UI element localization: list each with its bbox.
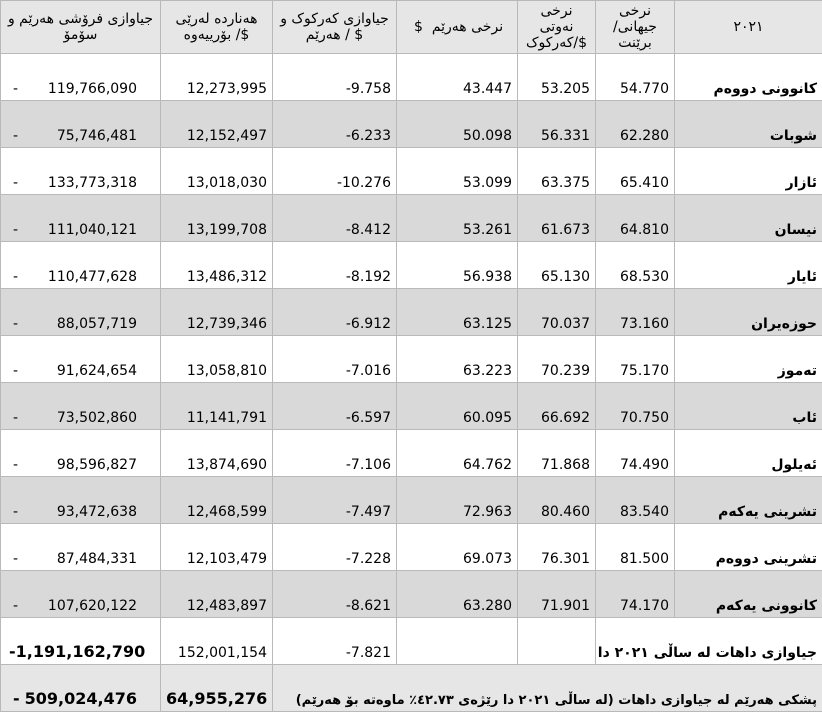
kirkuk-price-cell: 66.692: [518, 383, 596, 430]
brent-price-cell: 75.170: [596, 336, 675, 383]
table-row: [1, 336, 822, 383]
sales-diff-value: 110,477,628: [48, 269, 155, 285]
total-empty-2: [518, 618, 596, 665]
sales-diff-cell: [1, 54, 161, 101]
sales-diff-value: 93,472,638: [57, 504, 155, 520]
header-kirkuk-diff: جیاوازی کەرکوک و هەرێم / $: [273, 1, 397, 54]
brent-price-cell: 62.280: [596, 101, 675, 148]
sales-diff-value: 133,773,318: [48, 175, 155, 191]
header-krg-price: [397, 1, 518, 54]
total-sales-diff: -1,191,162,790: [1, 618, 161, 665]
table-row: [1, 54, 822, 101]
sales-diff-value: 119,766,090: [48, 81, 155, 97]
header-row: [1, 1, 822, 54]
share-dash: -: [6, 689, 20, 708]
dash-mark: -: [6, 410, 18, 426]
sales-diff-value: 98,596,827: [57, 457, 155, 473]
share-sales: [1, 665, 161, 712]
month-cell: تشرینی دووەم: [675, 524, 822, 571]
kirkuk-diff-cell: -7.016: [273, 336, 397, 383]
month-cell: ئاب: [675, 383, 822, 430]
month-cell: ئایار: [675, 242, 822, 289]
dash-mark: -: [6, 128, 18, 144]
sales-diff-value: 75,746,481: [57, 128, 155, 144]
sales-diff-cell: [1, 289, 161, 336]
brent-price-cell: 70.750: [596, 383, 675, 430]
dash-mark: -: [6, 551, 18, 567]
table-row: [1, 571, 822, 618]
sales-diff-cell: [1, 195, 161, 242]
share-row: [1, 665, 822, 712]
kirkuk-price-cell: 70.239: [518, 336, 596, 383]
header-krg-currency: $: [402, 19, 423, 35]
table-row: [1, 195, 822, 242]
krg-price-cell: 72.963: [397, 477, 518, 524]
month-cell: ئەیلول: [675, 430, 822, 477]
dash-mark: -: [6, 316, 18, 332]
kirkuk-price-cell: 56.331: [518, 101, 596, 148]
share-label: پشکی هەرێم لە جیاوازی داهات (لە ساڵی ٢٠٢١ دا رێژەی ٤٢.٧٣٪ ماوەتە بۆ هەرێم): [273, 665, 822, 712]
table-row: [1, 242, 822, 289]
barrels-cell: 13,018,030: [161, 148, 273, 195]
dash-mark: -: [6, 598, 18, 614]
kirkuk-diff-cell: -9.758: [273, 54, 397, 101]
brent-price-cell: 83.540: [596, 477, 675, 524]
krg-price-cell: 64.762: [397, 430, 518, 477]
brent-price-cell: 74.490: [596, 430, 675, 477]
month-cell: تەموز: [675, 336, 822, 383]
krg-price-cell: 53.261: [397, 195, 518, 242]
barrels-cell: 13,199,708: [161, 195, 273, 242]
sales-diff-cell: [1, 242, 161, 289]
header-year: ٢٠٢١: [675, 1, 822, 54]
kirkuk-price-cell: 53.205: [518, 54, 596, 101]
krg-price-cell: 63.223: [397, 336, 518, 383]
sales-diff-cell: [1, 148, 161, 195]
kirkuk-diff-cell: -8.192: [273, 242, 397, 289]
table-row: [1, 148, 822, 195]
sales-diff-cell: [1, 430, 161, 477]
brent-price-cell: 68.530: [596, 242, 675, 289]
barrels-cell: 13,486,312: [161, 242, 273, 289]
sales-diff-cell: [1, 571, 161, 618]
header-exported-barrels: هەناردە لەرێی بۆرییەوە /$: [161, 1, 273, 54]
krg-price-cell: 63.125: [397, 289, 518, 336]
barrels-cell: 12,739,346: [161, 289, 273, 336]
sales-diff-cell: [1, 383, 161, 430]
kirkuk-price-cell: 65.130: [518, 242, 596, 289]
krg-price-cell: 53.099: [397, 148, 518, 195]
barrels-cell: 13,058,810: [161, 336, 273, 383]
dash-mark: -: [6, 81, 18, 97]
kirkuk-diff-cell: -7.228: [273, 524, 397, 571]
sales-diff-value: 91,624,654: [57, 363, 155, 379]
barrels-cell: 12,483,897: [161, 571, 273, 618]
table-row: [1, 101, 822, 148]
sales-diff-cell: [1, 477, 161, 524]
header-sales-diff: جیاوازی فرۆشی هەرێم و سۆمۆ: [1, 1, 161, 54]
month-cell: کانوونی دووەم: [675, 54, 822, 101]
month-cell: شوبات: [675, 101, 822, 148]
dash-mark: -: [6, 175, 18, 191]
kirkuk-price-cell: 63.375: [518, 148, 596, 195]
brent-price-cell: 54.770: [596, 54, 675, 101]
krg-price-cell: 69.073: [397, 524, 518, 571]
brent-price-cell: 65.410: [596, 148, 675, 195]
brent-price-cell: 73.160: [596, 289, 675, 336]
kirkuk-diff-cell: -7.497: [273, 477, 397, 524]
kirkuk-price-cell: 71.868: [518, 430, 596, 477]
sales-diff-value: 107,620,122: [48, 598, 155, 614]
dash-mark: -: [6, 504, 18, 520]
barrels-cell: 12,103,479: [161, 524, 273, 571]
kirkuk-price-cell: 70.037: [518, 289, 596, 336]
month-cell: تشرینی یەکەم: [675, 477, 822, 524]
kirkuk-price-cell: 76.301: [518, 524, 596, 571]
sales-diff-cell: [1, 524, 161, 571]
month-cell: کانوونی یەکەم: [675, 571, 822, 618]
kirkuk-diff-cell: -6.233: [273, 101, 397, 148]
krg-price-cell: 50.098: [397, 101, 518, 148]
header-krg-label: نرخی هەرێم: [432, 19, 503, 35]
kirkuk-diff-cell: -6.597: [273, 383, 397, 430]
sales-diff-cell: [1, 101, 161, 148]
kirkuk-diff-cell: -8.412: [273, 195, 397, 242]
total-label: جیاوازی داهات لە ساڵی ٢٠٢١ دا: [596, 618, 822, 665]
brent-price-cell: 74.170: [596, 571, 675, 618]
dash-mark: -: [6, 222, 18, 238]
krg-price-cell: 43.447: [397, 54, 518, 101]
kirkuk-price-cell: 80.460: [518, 477, 596, 524]
total-kirkuk-diff: -7.821: [273, 618, 397, 665]
month-cell: حوزەیران: [675, 289, 822, 336]
month-cell: ئازار: [675, 148, 822, 195]
header-kirkuk-price: نرخی نەوتی کەرکوک/$: [518, 1, 596, 54]
total-row: [1, 618, 822, 665]
total-empty-1: [397, 618, 518, 665]
barrels-cell: 11,141,791: [161, 383, 273, 430]
sales-diff-value: 87,484,331: [57, 551, 155, 567]
sales-diff-value: 73,502,860: [57, 410, 155, 426]
krg-price-cell: 60.095: [397, 383, 518, 430]
krg-price-cell: 63.280: [397, 571, 518, 618]
kirkuk-price-cell: 71.901: [518, 571, 596, 618]
month-cell: نیسان: [675, 195, 822, 242]
share-barrels: 64,955,276: [161, 665, 273, 712]
sales-diff-value: 111,040,121: [48, 222, 155, 238]
kirkuk-diff-cell: -6.912: [273, 289, 397, 336]
kirkuk-diff-cell: -7.106: [273, 430, 397, 477]
kirkuk-diff-cell: -8.621: [273, 571, 397, 618]
table-row: [1, 524, 822, 571]
table-row: [1, 430, 822, 477]
barrels-cell: 12,468,599: [161, 477, 273, 524]
kirkuk-diff-cell: -10.276: [273, 148, 397, 195]
share-sales-value: 509,024,476: [25, 689, 155, 708]
dash-mark: -: [6, 363, 18, 379]
barrels-cell: 12,273,995: [161, 54, 273, 101]
table-row: [1, 289, 822, 336]
barrels-cell: 12,152,497: [161, 101, 273, 148]
brent-price-cell: 81.500: [596, 524, 675, 571]
dash-mark: -: [6, 269, 18, 285]
table-row: [1, 383, 822, 430]
kirkuk-price-cell: 61.673: [518, 195, 596, 242]
dash-mark: -: [6, 457, 18, 473]
krg-price-cell: 56.938: [397, 242, 518, 289]
brent-price-cell: 64.810: [596, 195, 675, 242]
total-barrels: 152,001,154: [161, 618, 273, 665]
table-row: [1, 477, 822, 524]
barrels-cell: 13,874,690: [161, 430, 273, 477]
sales-diff-cell: [1, 336, 161, 383]
header-brent-price: نرخی جیهانی/برێنت: [596, 1, 675, 54]
sales-diff-value: 88,057,719: [57, 316, 155, 332]
